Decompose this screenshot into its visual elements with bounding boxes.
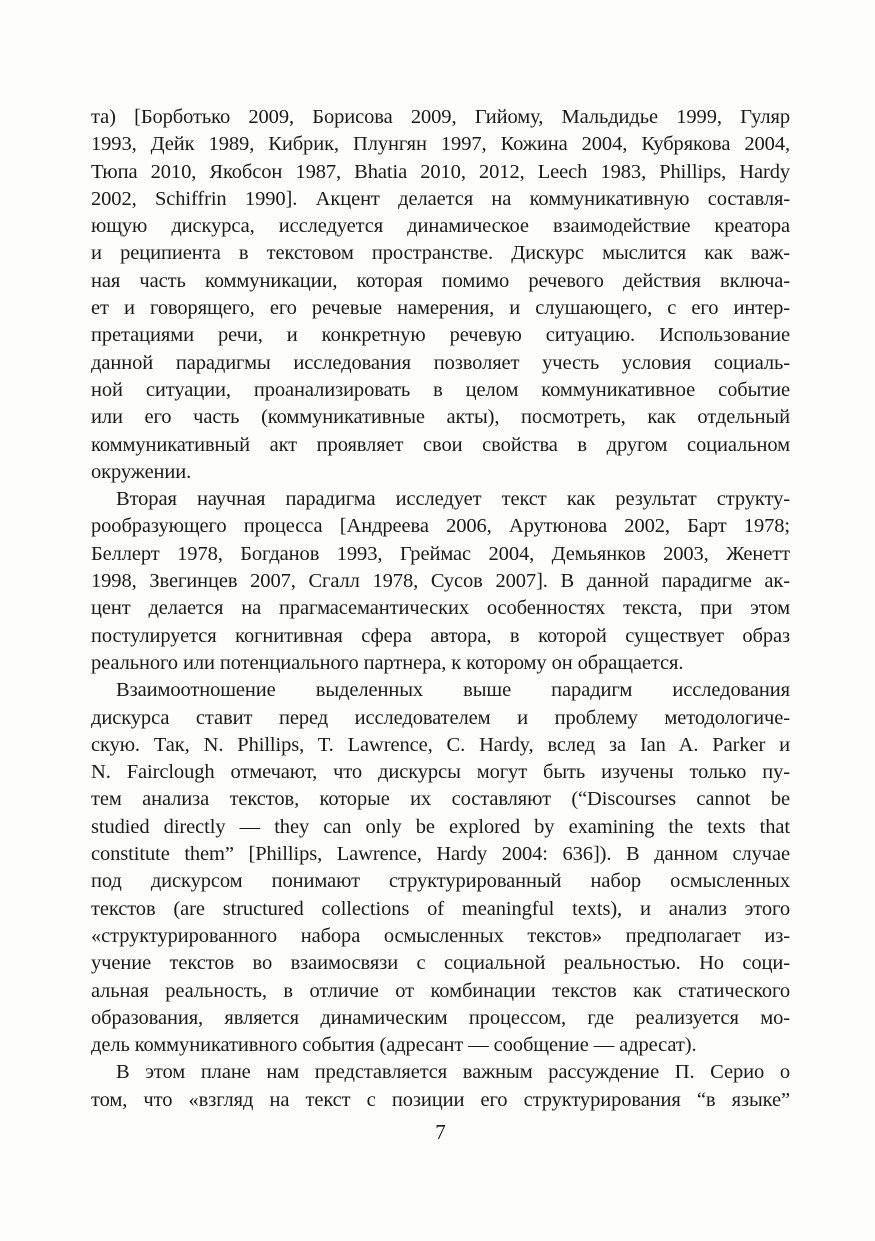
text-line: скую. Так, N. Phillips, T. Lawrence, C. Hardy, вслед за Ian A. Parker и [91, 733, 790, 756]
paragraph [91, 1059, 790, 1114]
text-line: Беллерт 1978, Богданов 1993, Греймас 2004, Демьянков 2003, Женетт [91, 542, 790, 565]
text-line: под дискурсом понимают структурированный набор осмысленных [91, 870, 790, 893]
page-text [91, 104, 790, 1114]
text-line: рообразующего процесса [Андреева 2006, Арутюнова 2002, Барт 1978; [91, 515, 790, 538]
text-line: претациями речи, и конкретную речевую ситуацию. Использование [91, 324, 790, 347]
paragraph [91, 486, 790, 677]
text-line: тем анализа текстов, которые их составляют (“Discourses cannot be [91, 788, 790, 811]
text-line: или его часть (коммуникативные акты), посмотреть, как отдельный [91, 406, 790, 429]
text-line: реального или потенциального партнера, к которому он обращается. [91, 651, 684, 674]
text-line: альная реальность, в отличие от комбинации текстов как статического [91, 979, 790, 1002]
text-line: ет и говорящего, его речевые намерения, и слушающего, с его интер- [91, 297, 790, 320]
text-line: и реципиента в текстовом пространстве. Дискурс мыслится как важ- [91, 242, 790, 265]
text-line: текстов (are structured collections of meaningful texts), и анализ этого [91, 897, 790, 920]
text-line: постулируется когнитивная сфера автора, в которой существует образ [91, 624, 790, 647]
text-line: ная часть коммуникации, которая помимо речевого действия включа- [91, 269, 790, 292]
text-line: studied directly — they can only be explored by examining the texts that [91, 815, 790, 838]
text-line: N. Fairclough отмечают, что дискурсы могут быть изучены только пу- [91, 761, 790, 784]
text-line: ющую дискурса, исследуется динамическое взаимодействие креатора [91, 215, 790, 238]
paragraph [91, 104, 790, 486]
text-line: окружении. [91, 460, 192, 483]
text-line: 1998, Звегинцев 2007, Сгалл 1978, Сусов 2007]. В данной парадигме ак- [91, 570, 790, 593]
text-line: данной парадигмы исследования позволяет учесть условия социаль- [91, 351, 790, 374]
text-line: том, что «взгляд на текст с позиции его структурирования “в языке” [91, 1088, 790, 1111]
text-line: Взаимоотношение выделенных выше парадигм исследования [116, 679, 790, 702]
page-number: 7 [435, 1120, 446, 1144]
text-line: образования, является динамическим процессом, где реализуется мо- [91, 1006, 790, 1029]
text-line: та) [Борботько 2009, Борисова 2009, Гийому, Мальдидье 1999, Гуляр [91, 106, 790, 128]
text-line: 1993, Дейк 1989, Кибрик, Плунгян 1997, Кожина 2004, Кубрякова 2004, [91, 133, 790, 156]
text-line: «структурированного набора осмысленных текстов» предполагает из- [91, 924, 790, 947]
paragraph [91, 677, 790, 1059]
text-line: дель коммуникативного события (адресант — сообщение — адресат). [91, 1034, 697, 1057]
text-line: constitute them” [Phillips, Lawrence, Hardy 2004: 636]). В данном случае [91, 843, 790, 866]
text-line: 2002, Schiffrin 1990]. Акцент делается на коммуникативную составля- [91, 187, 790, 210]
text-line: учение текстов во взаимосвязи с социальной реальностью. Но соци- [91, 952, 790, 975]
text-line: В этом плане нам представляется важным рассуждение П. Серио о [116, 1061, 790, 1084]
text-line: Тюпа 2010, Якобсон 1987, Bhatia 2010, 2012, Leech 1983, Phillips, Hardy [91, 160, 790, 183]
text-line: дискурса ставит перед исследователем и проблему методологиче- [91, 706, 790, 729]
text-line: цент делается на прагмасемантических особенностях текста, при этом [91, 597, 790, 620]
text-line: ной ситуации, проанализировать в целом коммуникативное событие [91, 378, 790, 401]
text-line: Вторая научная парадигма исследует текст как результат структу- [116, 488, 790, 511]
text-line: коммуникативный акт проявляет свои свойства в другом социальном [91, 433, 790, 456]
